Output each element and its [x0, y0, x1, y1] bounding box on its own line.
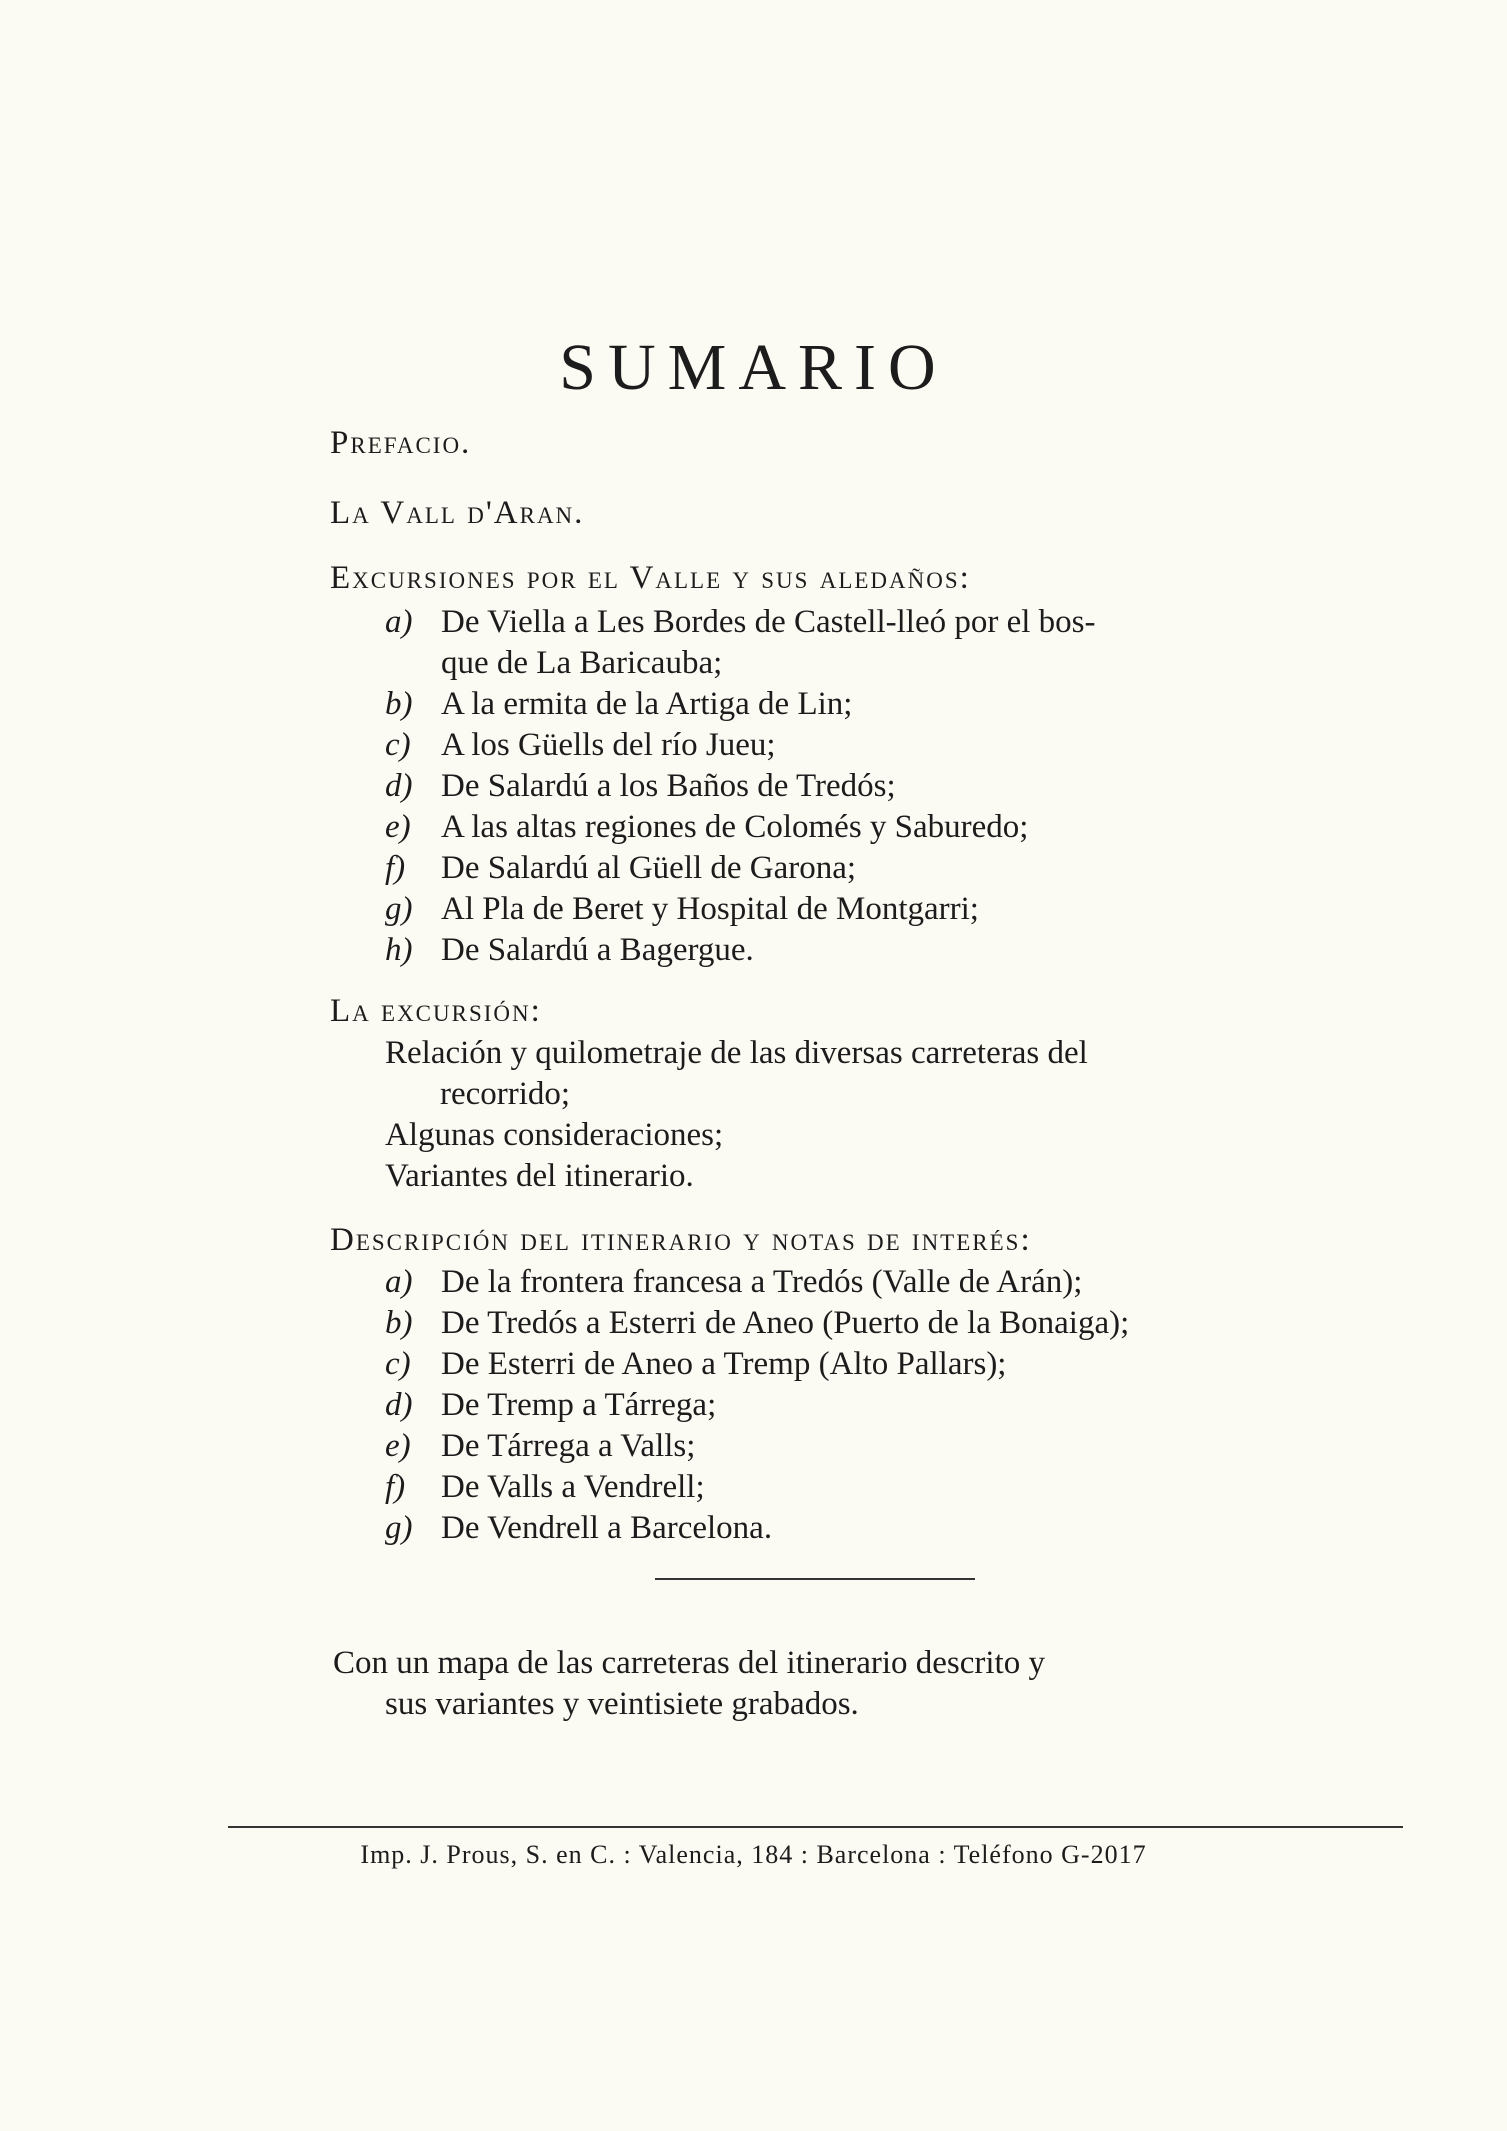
- text-line: Variantes del itinerario.: [385, 1158, 694, 1194]
- section-excursion-heading: La excursión:: [330, 993, 542, 1029]
- section-descripcion-heading: Descripción del itinerario y notas de interés:: [330, 1222, 1032, 1258]
- list-item-continuation: que de La Baricauba;: [441, 645, 723, 681]
- page-title: SUMARIO: [559, 331, 948, 404]
- list-item: g) De Vendrell a Barcelona.: [385, 1510, 773, 1546]
- text-line: Algunas consideraciones;: [385, 1117, 724, 1153]
- section-vall-daran: La Vall d'Aran.: [330, 495, 585, 531]
- imprint: Imp. J. Prous, S. en C. : Valencia, 184 : Barcelona : Teléfono G-2017: [360, 1840, 1147, 1869]
- excursiones-list: [385, 602, 1095, 971]
- list-item: b) A la ermita de la Artiga de Lin;: [385, 686, 853, 722]
- list-item: c) A los Güells del río Jueu;: [385, 727, 776, 763]
- footer-divider: [228, 1826, 1403, 1828]
- list-item: b) De Tredós a Esterri de Aneo (Puerto de la Bonaiga);: [385, 1305, 1130, 1341]
- note-line: sus variantes y veintisiete grabados.: [385, 1686, 859, 1722]
- list-item: d) De Salardú a los Baños de Tredós;: [385, 768, 896, 804]
- divider: [655, 1578, 975, 1580]
- descripcion-list: [385, 1262, 1129, 1549]
- list-item: c) De Esterri de Aneo a Tremp (Alto Pallars);: [385, 1346, 1007, 1382]
- list-item: f) De Valls a Vendrell;: [385, 1469, 705, 1505]
- list-item: g) Al Pla de Beret y Hospital de Montgarri;: [385, 891, 979, 927]
- text-line: recorrido;: [440, 1076, 571, 1112]
- list-item: a) De Viella a Les Bordes de Castell-lleó por el bos-: [385, 604, 1096, 640]
- list-item: e) A las altas regiones de Colomés y Saburedo;: [385, 809, 1029, 845]
- list-item: e) De Tárrega a Valls;: [385, 1428, 696, 1464]
- text-line: Relación y quilometraje de las diversas carreteras del: [385, 1035, 1088, 1071]
- list-item: h) De Salardú a Bagergue.: [385, 932, 754, 968]
- list-item: a) De la frontera francesa a Tredós (Valle de Arán);: [385, 1264, 1083, 1300]
- excursion-lines: [385, 1033, 1088, 1197]
- list-item: f) De Salardú al Güell de Garona;: [385, 850, 857, 886]
- note-line: Con un mapa de las carreteras del itinerario descrito y: [333, 1645, 1045, 1681]
- section-prefacio: Prefacio.: [330, 425, 472, 461]
- note: [333, 1643, 1045, 1725]
- list-item: d) De Tremp a Tárrega;: [385, 1387, 717, 1423]
- section-excursiones-heading: Excursiones por el Valle y sus aledaños:: [330, 560, 971, 596]
